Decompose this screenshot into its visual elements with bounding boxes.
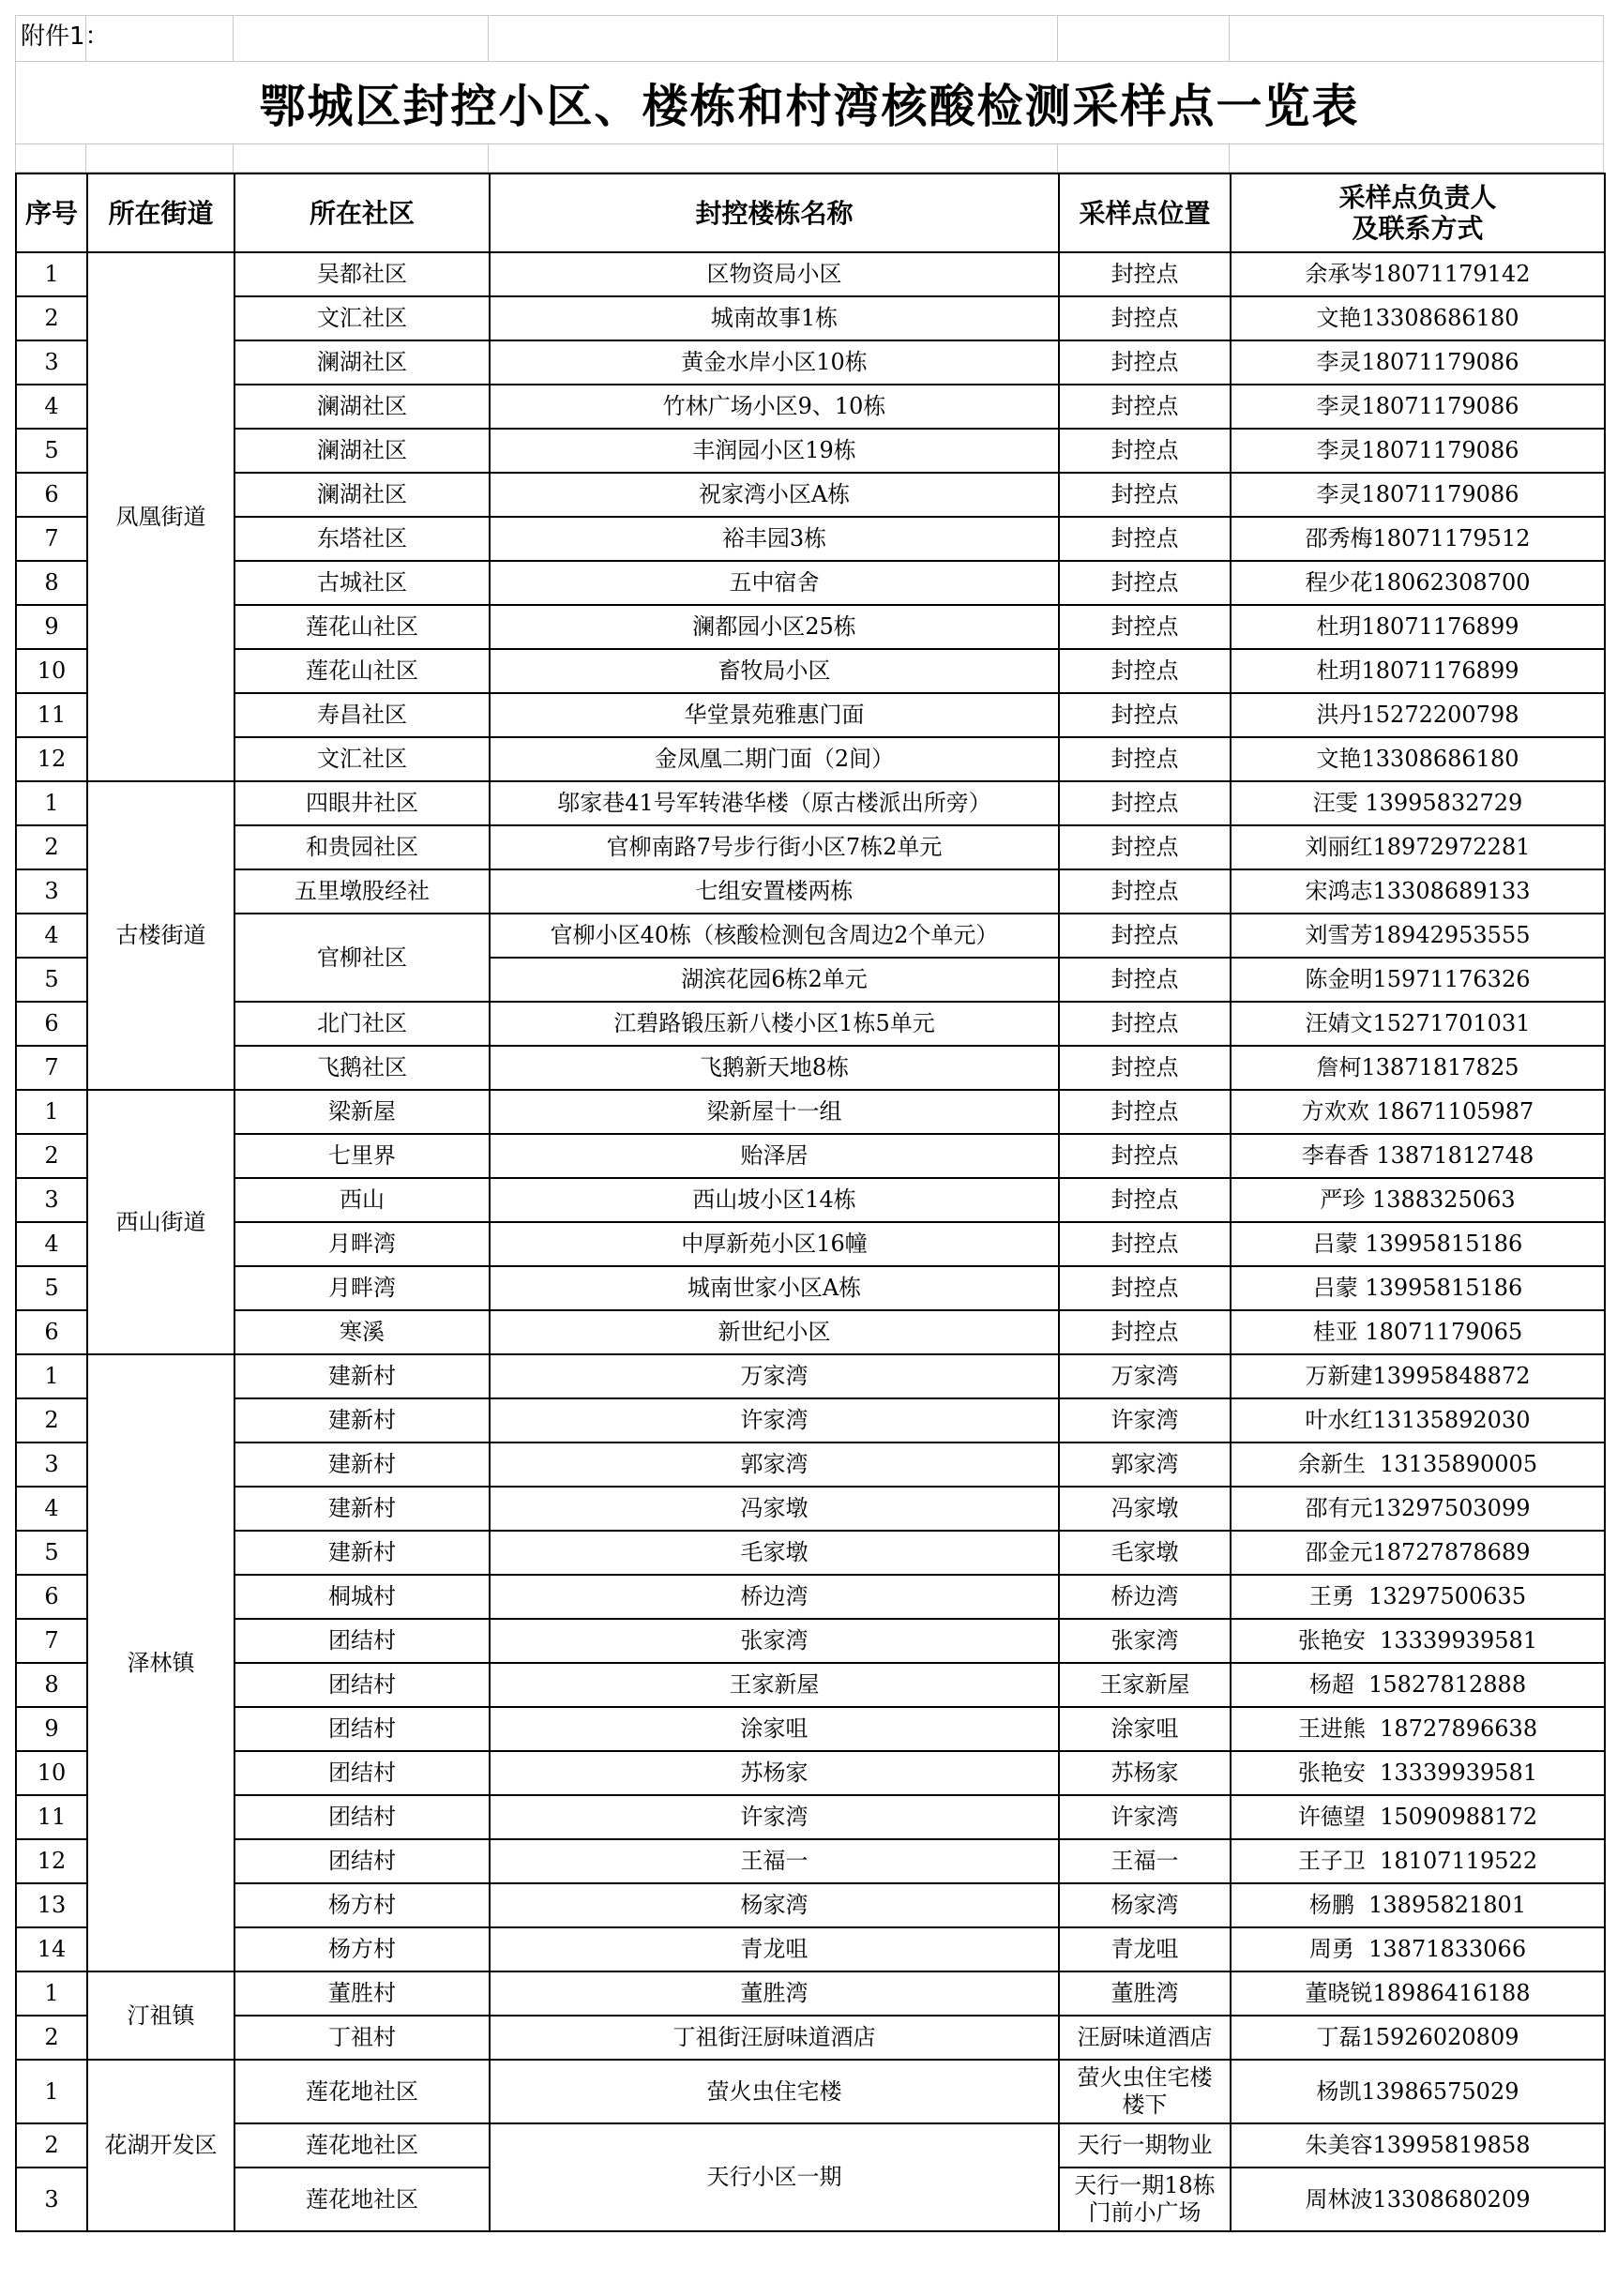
table-row bbox=[16, 296, 1605, 340]
row-index: 1 bbox=[16, 2060, 87, 2123]
building-cell: 董胜湾 bbox=[490, 1971, 1059, 2016]
row-index: 2 bbox=[16, 296, 87, 340]
table-row bbox=[16, 781, 1605, 825]
community-cell: 澜湖社区 bbox=[234, 385, 490, 429]
building-cell: 王家新屋 bbox=[490, 1663, 1059, 1707]
table-row bbox=[16, 1090, 1605, 1134]
contact-cell: 刘雪芳18942953555 bbox=[1231, 914, 1605, 958]
header-contact bbox=[1231, 174, 1605, 252]
community-cell: 建新村 bbox=[234, 1354, 490, 1398]
row-index: 2 bbox=[16, 825, 87, 869]
location-cell: 王福一 bbox=[1059, 1839, 1231, 1883]
table-row bbox=[16, 1046, 1605, 1090]
community-cell: 建新村 bbox=[234, 1487, 490, 1531]
community-cell: 桐城村 bbox=[234, 1575, 490, 1619]
community-cell: 建新村 bbox=[234, 1443, 490, 1487]
building-cell: 城南世家小区A栋 bbox=[490, 1266, 1059, 1310]
community-cell: 团结村 bbox=[234, 1795, 490, 1839]
table-row bbox=[16, 1575, 1605, 1619]
attachment-label: 附件1： bbox=[21, 23, 110, 51]
contact-cell: 程少花18062308700 bbox=[1231, 561, 1605, 605]
location-cell: 封控点 bbox=[1059, 473, 1231, 517]
location-cell: 桥边湾 bbox=[1059, 1575, 1231, 1619]
contact-cell: 陈金明15971176326 bbox=[1231, 958, 1605, 1002]
contact-cell: 吕蒙 13995815186 bbox=[1231, 1222, 1605, 1266]
location-cell: 封控点 bbox=[1059, 296, 1231, 340]
building-cell: 畜牧局小区 bbox=[490, 649, 1059, 693]
street-cell: 泽林镇 bbox=[87, 1354, 234, 1971]
table-row bbox=[16, 2123, 1605, 2168]
row-index: 12 bbox=[16, 1839, 87, 1883]
community-cell: 东塔社区 bbox=[234, 517, 490, 561]
row-index: 6 bbox=[16, 1575, 87, 1619]
row-index: 2 bbox=[16, 2016, 87, 2060]
community-cell: 梁新屋 bbox=[234, 1090, 490, 1134]
table-row bbox=[16, 2016, 1605, 2060]
location-cell: 许家湾 bbox=[1059, 1398, 1231, 1443]
building-cell: 贻泽居 bbox=[490, 1134, 1059, 1178]
contact-cell: 王进熊 18727896638 bbox=[1231, 1707, 1605, 1751]
location-cell: 封控点 bbox=[1059, 1266, 1231, 1310]
location-cell: 萤火虫住宅楼 楼下 bbox=[1059, 2060, 1231, 2123]
location-cell: 封控点 bbox=[1059, 1134, 1231, 1178]
community-cell: 丁祖村 bbox=[234, 2016, 490, 2060]
contact-cell: 邵有元13297503099 bbox=[1231, 1487, 1605, 1531]
building-cell: 杨家湾 bbox=[490, 1883, 1059, 1927]
location-cell: 青龙咀 bbox=[1059, 1927, 1231, 1971]
table-row bbox=[16, 1398, 1605, 1443]
community-cell: 月畔湾 bbox=[234, 1222, 490, 1266]
location-cell: 封控点 bbox=[1059, 914, 1231, 958]
building-cell: 祝家湾小区A栋 bbox=[490, 473, 1059, 517]
location-cell: 冯家墩 bbox=[1059, 1487, 1231, 1531]
contact-cell: 汪婧文15271701031 bbox=[1231, 1002, 1605, 1046]
location-cell: 许家湾 bbox=[1059, 1795, 1231, 1839]
table-row bbox=[16, 1222, 1605, 1266]
row-index: 8 bbox=[16, 561, 87, 605]
contact-cell: 桂亚 18071179065 bbox=[1231, 1310, 1605, 1354]
contact-cell: 张艳安 13339939581 bbox=[1231, 1751, 1605, 1795]
location-cell: 封控点 bbox=[1059, 1046, 1231, 1090]
table-row bbox=[16, 1310, 1605, 1354]
row-index: 7 bbox=[16, 1046, 87, 1090]
community-cell: 建新村 bbox=[234, 1531, 490, 1575]
page-title: 鄂城区封控小区、楼栋和村湾核酸检测采样点一览表 bbox=[259, 78, 1360, 133]
location-cell: 毛家墩 bbox=[1059, 1531, 1231, 1575]
contact-cell: 余承岑18071179142 bbox=[1231, 252, 1605, 296]
building-cell: 萤火虫住宅楼 bbox=[490, 2060, 1059, 2123]
building-cell: 涂家咀 bbox=[490, 1707, 1059, 1751]
building-cell: 毛家墩 bbox=[490, 1531, 1059, 1575]
building-cell: 丁祖街汪厨味道酒店 bbox=[490, 2016, 1059, 2060]
building-cell: 丰润园小区19栋 bbox=[490, 429, 1059, 473]
contact-cell: 邵金元18727878689 bbox=[1231, 1531, 1605, 1575]
row-index: 12 bbox=[16, 737, 87, 781]
location-cell: 封控点 bbox=[1059, 1222, 1231, 1266]
building-cell: 苏杨家 bbox=[490, 1751, 1059, 1795]
location-cell: 封控点 bbox=[1059, 561, 1231, 605]
location-cell: 天行一期物业 bbox=[1059, 2123, 1231, 2168]
contact-cell: 文艳13308686180 bbox=[1231, 737, 1605, 781]
location-cell: 封控点 bbox=[1059, 649, 1231, 693]
row-index: 6 bbox=[16, 1310, 87, 1354]
row-index: 9 bbox=[16, 1707, 87, 1751]
table-row bbox=[16, 2060, 1605, 2123]
row-index: 1 bbox=[16, 1090, 87, 1134]
table-row bbox=[16, 340, 1605, 385]
location-cell: 封控点 bbox=[1059, 869, 1231, 914]
community-cell: 和贵园社区 bbox=[234, 825, 490, 869]
building-cell: 万家湾 bbox=[490, 1354, 1059, 1398]
building-cell: 梁新屋十一组 bbox=[490, 1090, 1059, 1134]
community-cell: 团结村 bbox=[234, 1619, 490, 1663]
community-cell: 建新村 bbox=[234, 1398, 490, 1443]
building-cell: 黄金水岸小区10栋 bbox=[490, 340, 1059, 385]
table-row bbox=[16, 1663, 1605, 1707]
table-row bbox=[16, 825, 1605, 869]
building-cell: 五中宿舍 bbox=[490, 561, 1059, 605]
row-index: 6 bbox=[16, 473, 87, 517]
location-cell: 郭家湾 bbox=[1059, 1443, 1231, 1487]
building-cell: 华堂景苑雅惠门面 bbox=[490, 693, 1059, 737]
contact-cell: 杜玥18071176899 bbox=[1231, 649, 1605, 693]
row-index: 4 bbox=[16, 1487, 87, 1531]
row-index: 11 bbox=[16, 693, 87, 737]
table-row bbox=[16, 1531, 1605, 1575]
contact-cell: 李灵18071179086 bbox=[1231, 385, 1605, 429]
building-cell: 郭家湾 bbox=[490, 1443, 1059, 1487]
building-cell: 天行小区一期 bbox=[490, 2123, 1059, 2231]
row-index: 5 bbox=[16, 958, 87, 1002]
building-cell: 邬家巷41号军转港华楼（原古楼派出所旁） bbox=[490, 781, 1059, 825]
street-cell: 古楼街道 bbox=[87, 781, 234, 1090]
street-cell: 汀祖镇 bbox=[87, 1971, 234, 2060]
contact-cell: 詹柯13871817825 bbox=[1231, 1046, 1605, 1090]
contact-cell: 杜玥18071176899 bbox=[1231, 605, 1605, 649]
community-cell: 文汇社区 bbox=[234, 296, 490, 340]
location-cell: 封控点 bbox=[1059, 825, 1231, 869]
table-row bbox=[16, 1354, 1605, 1398]
building-cell: 城南故事1栋 bbox=[490, 296, 1059, 340]
table-row bbox=[16, 517, 1605, 561]
row-index: 3 bbox=[16, 340, 87, 385]
contact-cell: 朱美容13995819858 bbox=[1231, 2123, 1605, 2168]
building-cell: 七组安置楼两栋 bbox=[490, 869, 1059, 914]
location-cell: 封控点 bbox=[1059, 781, 1231, 825]
location-cell: 封控点 bbox=[1059, 517, 1231, 561]
row-index: 1 bbox=[16, 781, 87, 825]
building-cell: 澜都园小区25栋 bbox=[490, 605, 1059, 649]
community-cell: 四眼井社区 bbox=[234, 781, 490, 825]
table-row bbox=[16, 1487, 1605, 1531]
header-street: 所在街道 bbox=[87, 174, 234, 252]
community-cell: 团结村 bbox=[234, 1663, 490, 1707]
row-index: 8 bbox=[16, 1663, 87, 1707]
table-row bbox=[16, 1619, 1605, 1663]
community-cell: 莲花山社区 bbox=[234, 605, 490, 649]
table-row bbox=[16, 561, 1605, 605]
table-row bbox=[16, 473, 1605, 517]
table-row bbox=[16, 252, 1605, 296]
row-index: 5 bbox=[16, 1266, 87, 1310]
community-cell: 吴都社区 bbox=[234, 252, 490, 296]
table-row bbox=[16, 1134, 1605, 1178]
title-cell bbox=[15, 62, 1604, 144]
table-row bbox=[16, 1707, 1605, 1751]
row-index: 3 bbox=[16, 1443, 87, 1487]
contact-cell: 吕蒙 13995815186 bbox=[1231, 1266, 1605, 1310]
row-index: 4 bbox=[16, 385, 87, 429]
location-cell: 封控点 bbox=[1059, 252, 1231, 296]
street-cell: 凤凰街道 bbox=[87, 252, 234, 781]
contact-cell: 洪丹15272200798 bbox=[1231, 693, 1605, 737]
header-contact-text: 采样点负责人 及联系方式 bbox=[1338, 182, 1497, 244]
row-index: 5 bbox=[16, 429, 87, 473]
building-cell: 许家湾 bbox=[490, 1795, 1059, 1839]
contact-cell: 李灵18071179086 bbox=[1231, 340, 1605, 385]
table-row bbox=[16, 1178, 1605, 1222]
building-cell: 冯家墩 bbox=[490, 1487, 1059, 1531]
community-cell: 古城社区 bbox=[234, 561, 490, 605]
location-cell: 涂家咀 bbox=[1059, 1707, 1231, 1751]
row-index: 7 bbox=[16, 1619, 87, 1663]
building-cell: 桥边湾 bbox=[490, 1575, 1059, 1619]
location-cell: 封控点 bbox=[1059, 429, 1231, 473]
contact-cell: 宋鸿志13308689133 bbox=[1231, 869, 1605, 914]
table-row bbox=[16, 1266, 1605, 1310]
location-cell: 封控点 bbox=[1059, 737, 1231, 781]
community-cell: 官柳社区 bbox=[234, 914, 490, 1002]
location-cell: 王家新屋 bbox=[1059, 1663, 1231, 1707]
row-index: 1 bbox=[16, 252, 87, 296]
contact-cell: 张艳安 13339939581 bbox=[1231, 1619, 1605, 1663]
table-row bbox=[16, 1002, 1605, 1046]
building-cell: 西山坡小区14栋 bbox=[490, 1178, 1059, 1222]
row-index: 1 bbox=[16, 1971, 87, 2016]
row-index: 11 bbox=[16, 1795, 87, 1839]
table-row bbox=[16, 605, 1605, 649]
contact-cell: 周勇 13871833066 bbox=[1231, 1927, 1605, 1971]
table-row bbox=[16, 693, 1605, 737]
row-index: 4 bbox=[16, 914, 87, 958]
contact-cell: 万新建13995848872 bbox=[1231, 1354, 1605, 1398]
building-cell: 张家湾 bbox=[490, 1619, 1059, 1663]
table-header-row bbox=[16, 174, 1605, 252]
building-cell: 青龙咀 bbox=[490, 1927, 1059, 1971]
location-cell: 张家湾 bbox=[1059, 1619, 1231, 1663]
row-index: 3 bbox=[16, 869, 87, 914]
building-cell: 官柳南路7号步行街小区7栋2单元 bbox=[490, 825, 1059, 869]
contact-cell: 余新生 13135890005 bbox=[1231, 1443, 1605, 1487]
location-cell: 封控点 bbox=[1059, 385, 1231, 429]
contact-cell: 汪雯 13995832729 bbox=[1231, 781, 1605, 825]
location-cell: 天行一期18栋 门前小广场 bbox=[1059, 2168, 1231, 2231]
location-cell: 封控点 bbox=[1059, 958, 1231, 1002]
table-row bbox=[16, 429, 1605, 473]
row-index: 14 bbox=[16, 1927, 87, 1971]
header-building: 封控楼栋名称 bbox=[490, 174, 1059, 252]
row-index: 1 bbox=[16, 1354, 87, 1398]
building-cell: 区物资局小区 bbox=[490, 252, 1059, 296]
community-cell: 澜湖社区 bbox=[234, 340, 490, 385]
header-index: 序号 bbox=[16, 174, 87, 252]
row-index: 2 bbox=[16, 1398, 87, 1443]
table-row bbox=[16, 1883, 1605, 1927]
location-cell: 封控点 bbox=[1059, 1178, 1231, 1222]
building-cell: 湖滨花园6栋2单元 bbox=[490, 958, 1059, 1002]
building-cell: 许家湾 bbox=[490, 1398, 1059, 1443]
row-index: 5 bbox=[16, 1531, 87, 1575]
header-location: 采样点位置 bbox=[1059, 174, 1231, 252]
community-cell: 莲花地社区 bbox=[234, 2123, 490, 2168]
community-cell: 寒溪 bbox=[234, 1310, 490, 1354]
location-cell: 封控点 bbox=[1059, 1090, 1231, 1134]
community-cell: 杨方村 bbox=[234, 1927, 490, 1971]
contact-cell: 杨鹏 13895821801 bbox=[1231, 1883, 1605, 1927]
contact-cell: 杨超 15827812888 bbox=[1231, 1663, 1605, 1707]
street-cell: 西山街道 bbox=[87, 1090, 234, 1354]
header-community: 所在社区 bbox=[234, 174, 490, 252]
contact-cell: 王勇 13297500635 bbox=[1231, 1575, 1605, 1619]
location-cell: 封控点 bbox=[1059, 340, 1231, 385]
location-cell: 封控点 bbox=[1059, 1310, 1231, 1354]
row-index: 2 bbox=[16, 2123, 87, 2168]
building-cell: 飞鹅新天地8栋 bbox=[490, 1046, 1059, 1090]
location-cell: 董胜湾 bbox=[1059, 1971, 1231, 2016]
community-cell: 董胜村 bbox=[234, 1971, 490, 2016]
building-cell: 竹林广场小区9、10栋 bbox=[490, 385, 1059, 429]
sampling-points-table bbox=[15, 173, 1606, 2232]
location-cell: 杨家湾 bbox=[1059, 1883, 1231, 1927]
row-index: 4 bbox=[16, 1222, 87, 1266]
community-cell: 莲花地社区 bbox=[234, 2168, 490, 2231]
row-index: 3 bbox=[16, 2168, 87, 2231]
row-index: 3 bbox=[16, 1178, 87, 1222]
community-cell: 莲花山社区 bbox=[234, 649, 490, 693]
row-index: 13 bbox=[16, 1883, 87, 1927]
table-row bbox=[16, 385, 1605, 429]
table-row bbox=[16, 1795, 1605, 1839]
contact-cell: 叶水红13135892030 bbox=[1231, 1398, 1605, 1443]
contact-cell: 文艳13308686180 bbox=[1231, 296, 1605, 340]
location-cell: 苏杨家 bbox=[1059, 1751, 1231, 1795]
contact-cell: 方欢欢 18671105987 bbox=[1231, 1090, 1605, 1134]
contact-cell: 李灵18071179086 bbox=[1231, 473, 1605, 517]
building-cell: 裕丰园3栋 bbox=[490, 517, 1059, 561]
community-cell: 寿昌社区 bbox=[234, 693, 490, 737]
community-cell: 团结村 bbox=[234, 1751, 490, 1795]
building-cell: 金凤凰二期门面（2间） bbox=[490, 737, 1059, 781]
contact-cell: 李灵18071179086 bbox=[1231, 429, 1605, 473]
community-cell: 澜湖社区 bbox=[234, 473, 490, 517]
street-cell: 花湖开发区 bbox=[87, 2060, 234, 2231]
contact-cell: 丁磊15926020809 bbox=[1231, 2016, 1605, 2060]
community-cell: 杨方村 bbox=[234, 1883, 490, 1927]
contact-cell: 邵秀梅18071179512 bbox=[1231, 517, 1605, 561]
building-cell: 新世纪小区 bbox=[490, 1310, 1059, 1354]
community-cell: 北门社区 bbox=[234, 1002, 490, 1046]
contact-cell: 周林波13308680209 bbox=[1231, 2168, 1605, 2231]
building-cell: 官柳小区40栋（核酸检测包含周边2个单元） bbox=[490, 914, 1059, 958]
table-row bbox=[16, 1971, 1605, 2016]
contact-cell: 严珍 1388325063 bbox=[1231, 1178, 1605, 1222]
row-index: 10 bbox=[16, 1751, 87, 1795]
table-row bbox=[16, 869, 1605, 914]
community-cell: 七里界 bbox=[234, 1134, 490, 1178]
contact-cell: 李春香 13871812748 bbox=[1231, 1134, 1605, 1178]
building-cell: 王福一 bbox=[490, 1839, 1059, 1883]
location-cell: 汪厨味道酒店 bbox=[1059, 2016, 1231, 2060]
community-cell: 澜湖社区 bbox=[234, 429, 490, 473]
contact-cell: 许德望 15090988172 bbox=[1231, 1795, 1605, 1839]
community-cell: 团结村 bbox=[234, 1839, 490, 1883]
contact-cell: 杨凯13986575029 bbox=[1231, 2060, 1605, 2123]
row-index: 7 bbox=[16, 517, 87, 561]
community-cell: 五里墩股经社 bbox=[234, 869, 490, 914]
location-cell: 万家湾 bbox=[1059, 1354, 1231, 1398]
building-cell: 江碧路锻压新八楼小区1栋5单元 bbox=[490, 1002, 1059, 1046]
row-index: 9 bbox=[16, 605, 87, 649]
row-index: 10 bbox=[16, 649, 87, 693]
community-cell: 月畔湾 bbox=[234, 1266, 490, 1310]
contact-cell: 刘丽红18972972281 bbox=[1231, 825, 1605, 869]
table-row bbox=[16, 649, 1605, 693]
table-row bbox=[16, 1443, 1605, 1487]
row-index: 2 bbox=[16, 1134, 87, 1178]
community-cell: 飞鹅社区 bbox=[234, 1046, 490, 1090]
table-row bbox=[16, 737, 1605, 781]
contact-cell: 董晓锐18986416188 bbox=[1231, 1971, 1605, 2016]
table-row bbox=[16, 1927, 1605, 1971]
community-cell: 团结村 bbox=[234, 1707, 490, 1751]
location-cell: 封控点 bbox=[1059, 605, 1231, 649]
location-cell: 封控点 bbox=[1059, 1002, 1231, 1046]
location-cell: 封控点 bbox=[1059, 693, 1231, 737]
row-index: 6 bbox=[16, 1002, 87, 1046]
table-row bbox=[16, 1751, 1605, 1795]
contact-cell: 王子卫 18107119522 bbox=[1231, 1839, 1605, 1883]
community-cell: 西山 bbox=[234, 1178, 490, 1222]
table-row bbox=[16, 914, 1605, 958]
community-cell: 莲花地社区 bbox=[234, 2060, 490, 2123]
community-cell: 文汇社区 bbox=[234, 737, 490, 781]
building-cell: 中厚新苑小区16幢 bbox=[490, 1222, 1059, 1266]
table-row bbox=[16, 1839, 1605, 1883]
